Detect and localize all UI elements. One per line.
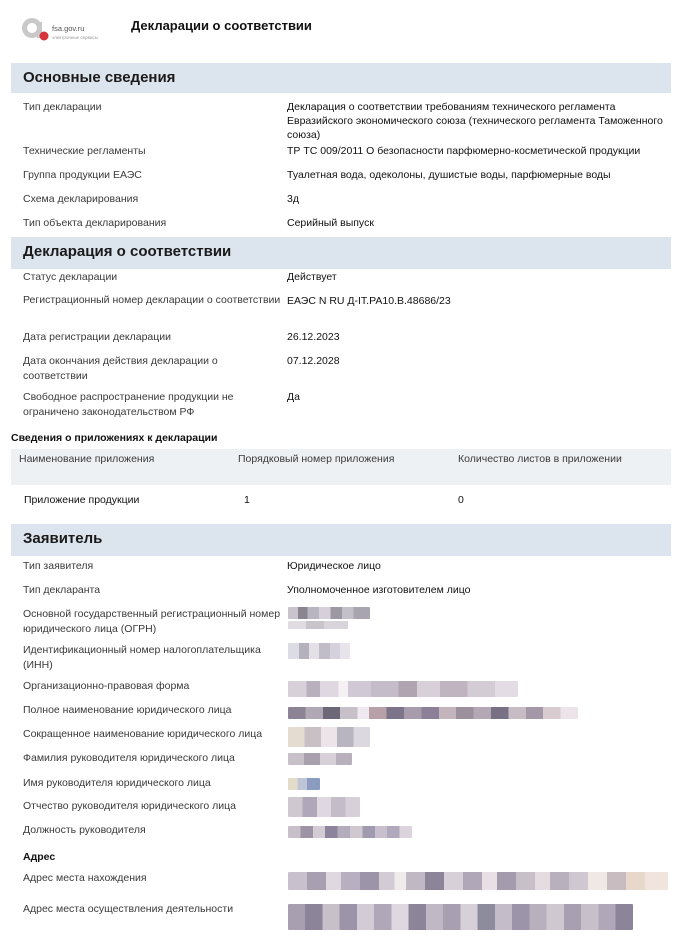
field-value: Туалетная вода, одеколоны, душистые воды, парфюмерные воды — [287, 169, 611, 181]
field-label: Тип декларанта — [23, 584, 101, 596]
redacted-full-name — [288, 707, 578, 719]
field-value: ЕАЭС N RU Д-IT.РА10.В.48686/23 — [287, 295, 451, 307]
field-label: Технические регламенты — [23, 145, 146, 157]
field-value: Действует — [287, 271, 337, 283]
field-label: Схема декларирования — [23, 193, 139, 205]
fsa-logo-icon — [20, 14, 130, 50]
field-label: Отчество руководителя юридического лица — [23, 800, 236, 812]
redacted-activity-address — [288, 904, 633, 930]
redacted-location-address — [288, 872, 668, 890]
section-declaration-header: Декларация о соответствии — [11, 237, 671, 269]
field-label: Адрес места осуществления деятельности — [23, 903, 234, 915]
table-cell: 1 — [244, 494, 250, 506]
fsa-logo[interactable] — [20, 14, 130, 50]
field-label: Группа продукции ЕАЭС — [23, 169, 142, 181]
column-header: Количество листов в приложении — [458, 453, 622, 465]
redacted-position — [288, 826, 412, 838]
field-label: Тип заявителя — [23, 560, 94, 572]
field-value: Серийный выпуск — [287, 217, 374, 229]
attachments-table-header — [11, 449, 671, 485]
logo-text: fsa.gov.ru — [52, 24, 85, 33]
field-value: 07.12.2028 — [287, 355, 340, 367]
field-label: Основной государственный регистрационный номер юридического лица (ОГРН) — [23, 608, 281, 635]
field-label: Сокращенное наименование юридического лица — [23, 728, 263, 740]
field-label: Идентификационный номер налогоплательщика (ИНН) — [23, 644, 261, 671]
redacted-short-name — [288, 727, 370, 747]
redacted-legal-form — [288, 681, 518, 697]
section-applicant-header: Заявитель — [11, 524, 671, 556]
field-label: Полное наименование юридического лица — [23, 704, 232, 716]
field-label: Фамилия руководителя юридического лица — [23, 752, 235, 764]
redacted-inn — [288, 643, 350, 659]
page-header — [0, 0, 688, 56]
field-value: 3д — [287, 193, 299, 205]
logo-subtext: электронные сервисы — [52, 35, 99, 40]
address-title: Адрес — [23, 851, 56, 863]
redacted-first-name — [288, 778, 320, 790]
attachments-title: Сведения о приложениях к декларации — [11, 432, 218, 444]
table-cell: Приложение продукции — [24, 494, 140, 506]
redacted-ogrn-2 — [288, 621, 348, 629]
section-main-header: Основные сведения — [11, 63, 671, 93]
field-label: Дата окончания действия декларации о соответствии — [23, 355, 218, 382]
column-header: Наименование приложения — [19, 453, 155, 465]
field-value: ТР ТС 009/2011 О безопасности парфюмерно-косметической продукции — [287, 145, 641, 157]
field-label: Имя руководителя юридического лица — [23, 777, 211, 789]
redacted-ogrn — [288, 607, 370, 619]
field-value: 26.12.2023 — [287, 331, 340, 343]
column-header: Порядковый номер приложения — [238, 453, 395, 465]
field-label: Адрес места нахождения — [23, 872, 147, 884]
field-label: Должность руководителя — [23, 824, 146, 836]
field-label: Организационно-правовая форма — [23, 680, 190, 692]
field-value: Да — [287, 391, 300, 403]
page-title: Декларации о соответствии — [131, 18, 312, 33]
field-label: Дата регистрации декларации — [23, 331, 172, 343]
field-label: Тип декларации — [23, 101, 102, 113]
field-label: Свободное распространение продукции не ограничено законодательством РФ — [23, 391, 234, 418]
field-label: Регистрационный номер декларации о соответствии — [23, 294, 281, 306]
table-cell: 0 — [458, 494, 464, 506]
field-value: Декларация о соответствии требованиям технического регламента Евразийского экономического союза (технического регламента Таможенного союза) — [287, 101, 663, 141]
field-label: Статус декларации — [23, 271, 118, 283]
redacted-surname — [288, 753, 352, 765]
field-label: Тип объекта декларирования — [23, 217, 167, 229]
field-value: Уполномоченное изготовителем лицо — [287, 584, 471, 596]
redacted-patronymic — [288, 797, 360, 817]
field-value: Юридическое лицо — [287, 560, 381, 572]
